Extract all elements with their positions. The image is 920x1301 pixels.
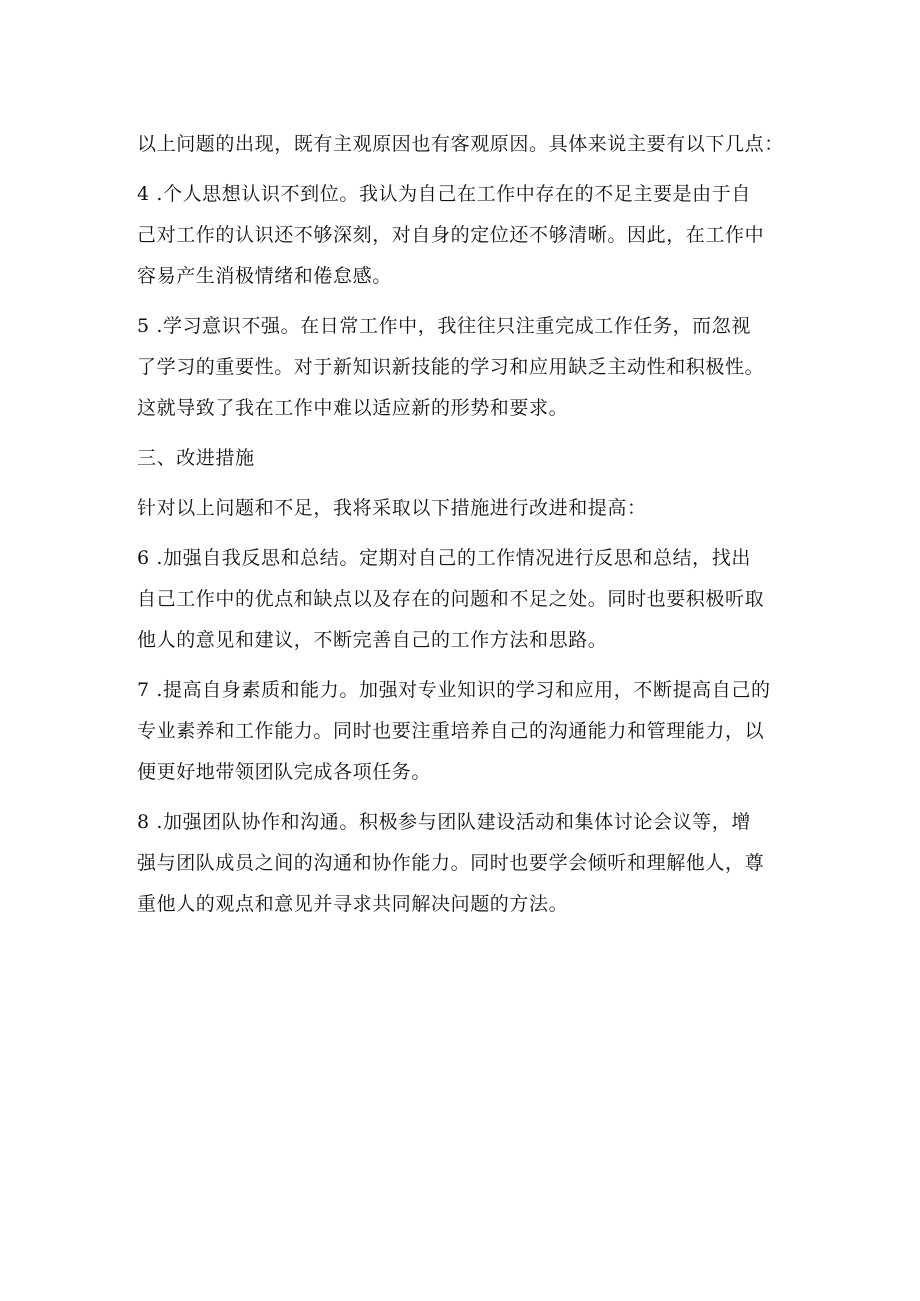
text-line: 重他人的观点和意见并寻求共同解决问题的方法。 — [137, 893, 569, 915]
section-heading — [137, 438, 797, 479]
list-item-4 — [137, 174, 797, 297]
text-line: 6 .加强自我反思和总结。定期对自己的工作情况进行反思和总结，找出 — [137, 547, 751, 569]
list-item-5 — [137, 306, 797, 429]
list-item-8 — [137, 802, 797, 925]
text-line: 己对工作的认识还不够深刻，对自身的定位还不够清晰。因此，在工作中 — [137, 224, 765, 246]
text-line: 这就导致了我在工作中难以适应新的形势和要求。 — [137, 397, 569, 419]
measures-intro-paragraph — [137, 488, 797, 529]
text-line: 他人的意见和建议，不断完善自己的工作方法和思路。 — [137, 629, 608, 651]
text-line: 8 .加强团队协作和沟通。积极参与团队建设活动和集体讨论会议等，增 — [137, 811, 751, 833]
text-line: 便更好地带领团队完成各项任务。 — [137, 761, 432, 783]
text-line: 7 .提高自身素质和能力。加强对专业知识的学习和应用，不断提高自己的 — [137, 679, 771, 701]
heading-text: 三、改进措施 — [137, 447, 255, 469]
list-item-7 — [137, 670, 797, 793]
text-line: 5 .学习意识不强。在日常工作中，我往往只注重完成工作任务，而忽视 — [137, 315, 751, 337]
text-line: 专业素养和工作能力。同时也要注重培养自己的沟通能力和管理能力，以 — [137, 720, 765, 742]
intro-paragraph — [137, 124, 797, 165]
text-line: 自己工作中的优点和缺点以及存在的问题和不足之处。同时也要积极听取 — [137, 588, 765, 610]
list-item-6 — [137, 538, 797, 661]
text-line: 了学习的重要性。对于新知识新技能的学习和应用缺乏主动性和积极性。 — [137, 356, 765, 378]
text-line: 强与团队成员之间的沟通和协作能力。同时也要学会倾听和理解他人，尊 — [137, 852, 765, 874]
text-line: 针对以上问题和不足，我将采取以下措施进行改进和提高： — [137, 497, 647, 519]
text-line: 以上问题的出现，既有主观原因也有客观原因。具体来说主要有以下几点： — [137, 133, 784, 155]
text-line: 容易产生消极情绪和倦怠感。 — [137, 265, 392, 287]
text-line: 4 .个人思想认识不到位。我认为自己在工作中存在的不足主要是由于自 — [137, 183, 751, 205]
document-body — [137, 124, 797, 925]
